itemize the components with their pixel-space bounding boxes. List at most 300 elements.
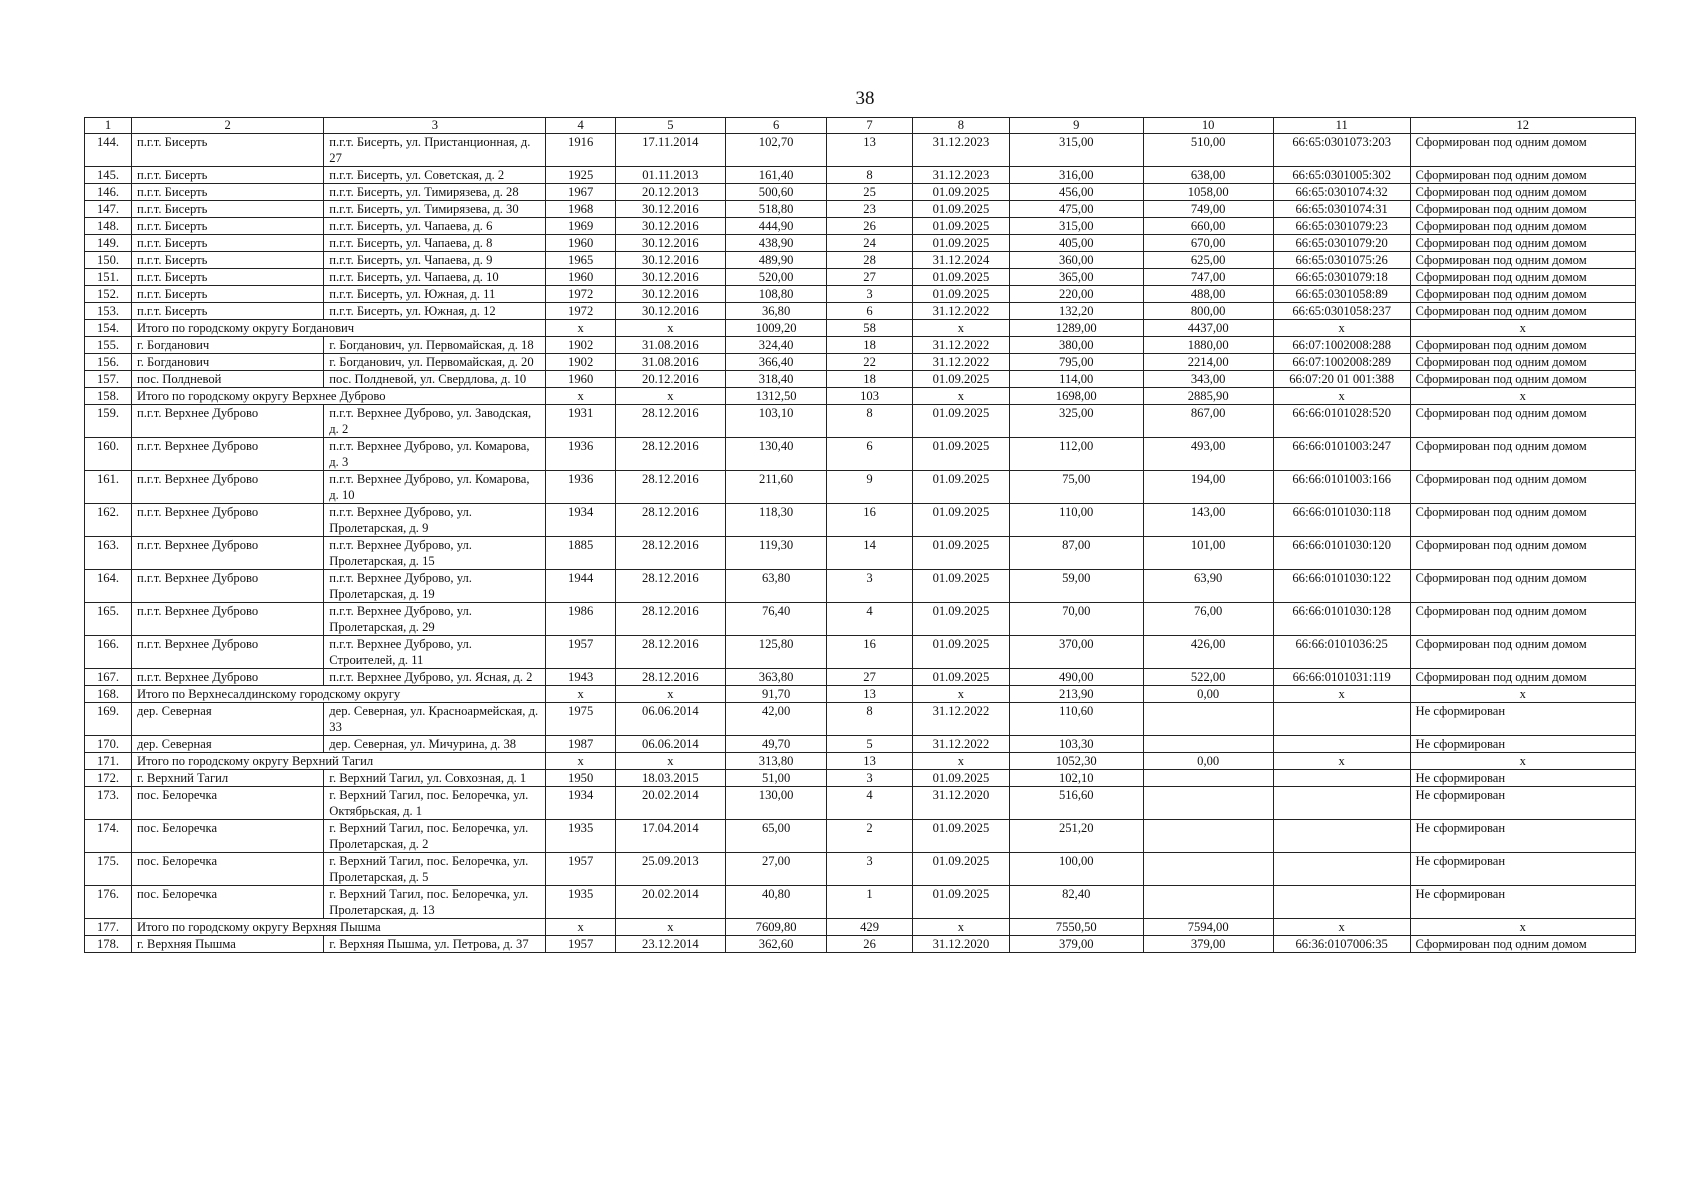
row-number: 154. [85,320,132,337]
cell-col9: 110,60 [1010,703,1144,736]
cell-locality: п.г.т. Верхнее Дуброво [132,471,324,504]
cell-deadline: 01.09.2025 [912,570,1009,603]
cell-area: 108,80 [725,286,826,303]
cell-deadline: 01.09.2025 [912,853,1009,886]
cell-col10: 0,00 [1143,686,1273,703]
row-number: 157. [85,371,132,388]
cell-locality: п.г.т. Бисерть [132,184,324,201]
cell-area: 313,80 [725,753,826,770]
cell-cadastral [1273,886,1410,919]
table-row [85,252,1636,269]
cell-col10: 143,00 [1143,504,1273,537]
cell-col10: 488,00 [1143,286,1273,303]
table-row [85,669,1636,686]
cell-area: 103,10 [725,405,826,438]
cell-date: 20.02.2014 [615,787,725,820]
cell-col10 [1143,787,1273,820]
cell-residents: 8 [827,167,912,184]
cell-col10: 493,00 [1143,438,1273,471]
cell-col9: 516,60 [1010,787,1144,820]
cell-cadastral: 66:66:0101003:247 [1273,438,1410,471]
cell-status: Сформирован под одним домом [1410,438,1635,471]
row-number: 147. [85,201,132,218]
cell-status: Сформирован под одним домом [1410,252,1635,269]
cell-col10: 1058,00 [1143,184,1273,201]
cell-locality: дер. Северная [132,736,324,753]
cell-col9: 475,00 [1010,201,1144,218]
cell-residents: 26 [827,218,912,235]
cell-col10: 63,90 [1143,570,1273,603]
table-row [85,504,1636,537]
cell-locality: п.г.т. Бисерть [132,134,324,167]
cell-col9: 315,00 [1010,218,1144,235]
cell-locality: п.г.т. Бисерть [132,235,324,252]
cell-status: Сформирован под одним домом [1410,603,1635,636]
row-number: 174. [85,820,132,853]
cell-area: 1312,50 [725,388,826,405]
cell-date: 25.09.2013 [615,853,725,886]
cell-year: 1957 [546,636,615,669]
cell-deadline: x [912,919,1009,936]
subtotal-row [85,686,1636,703]
cell-residents: 16 [827,504,912,537]
cell-col10: 625,00 [1143,252,1273,269]
cell-col9: 103,30 [1010,736,1144,753]
column-number: 8 [912,118,1009,134]
cell-status: Сформирован под одним домом [1410,134,1635,167]
cell-address: г. Верхний Тагил, пос. Белоречка, ул. Пролетарская, д. 13 [324,886,546,919]
cell-col9: 1698,00 [1010,388,1144,405]
cell-col9: 75,00 [1010,471,1144,504]
cell-date: 28.12.2016 [615,471,725,504]
cell-address: п.г.т. Бисерть, ул. Чапаева, д. 8 [324,235,546,252]
cell-status: Не сформирован [1410,736,1635,753]
cell-year: 1934 [546,787,615,820]
cell-locality: п.г.т. Бисерть [132,218,324,235]
cell-area: 40,80 [725,886,826,919]
cell-locality: п.г.т. Верхнее Дуброво [132,669,324,686]
cell-residents: 8 [827,405,912,438]
cell-locality: дер. Северная [132,703,324,736]
cell-date: 23.12.2014 [615,936,725,953]
cell-locality: п.г.т. Верхнее Дуброво [132,603,324,636]
cell-area: 500,60 [725,184,826,201]
column-number: 12 [1410,118,1635,134]
cell-status: Сформирован под одним домом [1410,167,1635,184]
cell-date: x [615,320,725,337]
row-number: 162. [85,504,132,537]
cell-area: 125,80 [725,636,826,669]
row-number: 166. [85,636,132,669]
table-row [85,184,1636,201]
cell-status: Не сформирован [1410,820,1635,853]
cell-cadastral [1273,770,1410,787]
cell-status: Сформирован под одним домом [1410,669,1635,686]
cell-area: 91,70 [725,686,826,703]
cell-year: x [546,919,615,936]
cell-locality: п.г.т. Верхнее Дуброво [132,405,324,438]
cell-deadline: 01.09.2025 [912,537,1009,570]
cell-col10: 101,00 [1143,537,1273,570]
cell-col9: 315,00 [1010,134,1144,167]
cell-col10 [1143,703,1273,736]
cell-area: 63,80 [725,570,826,603]
table-row [85,405,1636,438]
cell-cadastral [1273,820,1410,853]
cell-residents: 13 [827,753,912,770]
subtotal-label: Итого по городскому округу Верхнее Дуброво [132,388,546,405]
cell-residents: 25 [827,184,912,201]
cell-address: п.г.т. Бисерть, ул. Тимирязева, д. 30 [324,201,546,218]
cell-cadastral: 66:36:0107006:35 [1273,936,1410,953]
row-number: 156. [85,354,132,371]
cell-area: 520,00 [725,269,826,286]
cell-col9: 795,00 [1010,354,1144,371]
cell-deadline: 31.12.2022 [912,736,1009,753]
cell-cadastral: 66:66:0101031:119 [1273,669,1410,686]
row-number: 160. [85,438,132,471]
cell-date: 30.12.2016 [615,201,725,218]
page-number: 38 [855,88,875,109]
cell-address: дер. Северная, ул. Мичурина, д. 38 [324,736,546,753]
row-number: 148. [85,218,132,235]
cell-col10 [1143,853,1273,886]
cell-year: 1960 [546,269,615,286]
cell-col9: 110,00 [1010,504,1144,537]
cell-cadastral: 66:65:0301075:26 [1273,252,1410,269]
cell-locality: г. Богданович [132,337,324,354]
cell-date: 30.12.2016 [615,303,725,320]
cell-year: 1935 [546,886,615,919]
subtotal-row [85,919,1636,936]
cell-address: п.г.т. Бисерть, ул. Пристанционная, д. 27 [324,134,546,167]
cell-status: Сформирован под одним домом [1410,405,1635,438]
cell-deadline: 01.09.2025 [912,405,1009,438]
cell-date: 20.02.2014 [615,886,725,919]
cell-address: п.г.т. Бисерть, ул. Чапаева, д. 10 [324,269,546,286]
cell-locality: п.г.т. Бисерть [132,201,324,218]
table-row [85,134,1636,167]
cell-address: п.г.т. Верхнее Дуброво, ул. Комарова, д. 3 [324,438,546,471]
row-number: 149. [85,235,132,252]
cell-cadastral: x [1273,686,1410,703]
cell-col10 [1143,770,1273,787]
cell-col10: 0,00 [1143,753,1273,770]
cell-residents: 16 [827,636,912,669]
column-number: 1 [85,118,132,134]
cell-date: 28.12.2016 [615,603,725,636]
table-row [85,201,1636,218]
row-number: 150. [85,252,132,269]
cell-cadastral: x [1273,919,1410,936]
cell-residents: 3 [827,770,912,787]
cell-residents: 9 [827,471,912,504]
cell-address: п.г.т. Верхнее Дуброво, ул. Комарова, д. 10 [324,471,546,504]
cell-year: 1944 [546,570,615,603]
cell-col10: 660,00 [1143,218,1273,235]
cell-deadline: 01.09.2025 [912,218,1009,235]
cell-year: 1987 [546,736,615,753]
cell-date: 20.12.2013 [615,184,725,201]
cell-year: x [546,686,615,703]
cell-cadastral [1273,853,1410,886]
table-row [85,886,1636,919]
cell-year: 1957 [546,936,615,953]
cell-address: п.г.т. Бисерть, ул. Советская, д. 2 [324,167,546,184]
cell-cadastral: 66:66:0101003:166 [1273,471,1410,504]
cell-deadline: 31.12.2020 [912,787,1009,820]
table-row [85,371,1636,388]
cell-residents: 1 [827,886,912,919]
cell-year: 1934 [546,504,615,537]
column-number: 10 [1143,118,1273,134]
cell-status: x [1410,753,1635,770]
cell-deadline: 01.09.2025 [912,201,1009,218]
cell-residents: 6 [827,303,912,320]
cell-col9: 100,00 [1010,853,1144,886]
cell-deadline: 01.09.2025 [912,669,1009,686]
cell-deadline: x [912,686,1009,703]
table-row [85,471,1636,504]
cell-deadline: 01.09.2025 [912,269,1009,286]
cell-cadastral: 66:66:0101036:25 [1273,636,1410,669]
cell-cadastral: 66:66:0101030:120 [1273,537,1410,570]
cell-status: Не сформирован [1410,787,1635,820]
cell-cadastral: 66:07:1002008:289 [1273,354,1410,371]
cell-deadline: 01.09.2025 [912,286,1009,303]
cell-status: Сформирован под одним домом [1410,471,1635,504]
housing-table [84,117,1636,953]
subtotal-row [85,320,1636,337]
cell-status: Сформирован под одним домом [1410,218,1635,235]
cell-status: Сформирован под одним домом [1410,303,1635,320]
cell-col10 [1143,886,1273,919]
cell-deadline: 01.09.2025 [912,504,1009,537]
cell-locality: п.г.т. Бисерть [132,269,324,286]
column-number: 2 [132,118,324,134]
cell-address: п.г.т. Бисерть, ул. Чапаева, д. 9 [324,252,546,269]
cell-year: 1969 [546,218,615,235]
cell-locality: пос. Полдневой [132,371,324,388]
cell-col9: 132,20 [1010,303,1144,320]
subtotal-row [85,388,1636,405]
row-number: 158. [85,388,132,405]
cell-status: Сформирован под одним домом [1410,354,1635,371]
cell-cadastral: x [1273,388,1410,405]
cell-col9: 380,00 [1010,337,1144,354]
cell-year: 1885 [546,537,615,570]
cell-locality: п.г.т. Верхнее Дуброво [132,438,324,471]
cell-status: Сформирован под одним домом [1410,636,1635,669]
cell-status: x [1410,919,1635,936]
cell-year: 1916 [546,134,615,167]
cell-col9: 1052,30 [1010,753,1144,770]
cell-residents: 13 [827,134,912,167]
row-number: 146. [85,184,132,201]
cell-col9: 112,00 [1010,438,1144,471]
cell-year: 1975 [546,703,615,736]
row-number: 178. [85,936,132,953]
table-row [85,235,1636,252]
cell-date: 20.12.2016 [615,371,725,388]
column-number: 4 [546,118,615,134]
cell-col10: 76,00 [1143,603,1273,636]
cell-year: 1965 [546,252,615,269]
cell-year: 1931 [546,405,615,438]
cell-date: 06.06.2014 [615,736,725,753]
cell-col10: 379,00 [1143,936,1273,953]
cell-col10: 2885,90 [1143,388,1273,405]
cell-date: 30.12.2016 [615,252,725,269]
row-number: 172. [85,770,132,787]
cell-residents: 3 [827,570,912,603]
cell-col10: 1880,00 [1143,337,1273,354]
cell-residents: 58 [827,320,912,337]
cell-residents: 3 [827,853,912,886]
cell-col9: 360,00 [1010,252,1144,269]
cell-date: 31.08.2016 [615,354,725,371]
cell-locality: п.г.т. Бисерть [132,303,324,320]
cell-locality: п.г.т. Верхнее Дуброво [132,570,324,603]
cell-area: 130,40 [725,438,826,471]
cell-col9: 456,00 [1010,184,1144,201]
cell-date: x [615,686,725,703]
cell-cadastral [1273,736,1410,753]
row-number: 153. [85,303,132,320]
cell-col10: 426,00 [1143,636,1273,669]
cell-area: 1009,20 [725,320,826,337]
cell-locality: г. Богданович [132,354,324,371]
cell-address: п.г.т. Верхнее Дуброво, ул. Пролетарская, д. 15 [324,537,546,570]
cell-deadline: 31.12.2020 [912,936,1009,953]
cell-locality: п.г.т. Верхнее Дуброво [132,636,324,669]
cell-date: 30.12.2016 [615,286,725,303]
cell-cadastral: x [1273,753,1410,770]
cell-cadastral [1273,703,1410,736]
cell-address: дер. Северная, ул. Красноармейская, д. 33 [324,703,546,736]
cell-status: x [1410,320,1635,337]
cell-year: 1902 [546,354,615,371]
cell-area: 318,40 [725,371,826,388]
cell-deadline: 01.09.2025 [912,235,1009,252]
cell-year: 1960 [546,371,615,388]
cell-address: п.г.т. Бисерть, ул. Тимирязева, д. 28 [324,184,546,201]
cell-residents: 3 [827,286,912,303]
cell-date: x [615,919,725,936]
cell-locality: п.г.т. Бисерть [132,167,324,184]
cell-deadline: 01.09.2025 [912,438,1009,471]
cell-area: 49,70 [725,736,826,753]
cell-cadastral: 66:65:0301073:203 [1273,134,1410,167]
row-number: 145. [85,167,132,184]
cell-residents: 13 [827,686,912,703]
cell-col10: 867,00 [1143,405,1273,438]
row-number: 151. [85,269,132,286]
row-number: 170. [85,736,132,753]
cell-date: 30.12.2016 [615,235,725,252]
cell-status: Не сформирован [1410,886,1635,919]
cell-address: п.г.т. Верхнее Дуброво, ул. Строителей, д. 11 [324,636,546,669]
cell-col9: 213,90 [1010,686,1144,703]
cell-address: г. Богданович, ул. Первомайская, д. 18 [324,337,546,354]
cell-status: Сформирован под одним домом [1410,235,1635,252]
cell-area: 211,60 [725,471,826,504]
cell-status: Сформирован под одним домом [1410,504,1635,537]
table-row [85,770,1636,787]
cell-area: 36,80 [725,303,826,320]
cell-locality: пос. Белоречка [132,820,324,853]
cell-cadastral: 66:65:0301058:89 [1273,286,1410,303]
cell-year: 1902 [546,337,615,354]
cell-address: п.г.т. Бисерть, ул. Чапаева, д. 6 [324,218,546,235]
cell-date: 28.12.2016 [615,537,725,570]
cell-cadastral: 66:66:0101030:122 [1273,570,1410,603]
cell-cadastral: 66:65:0301005:302 [1273,167,1410,184]
cell-address: г. Верхняя Пышма, ул. Петрова, д. 37 [324,936,546,953]
cell-residents: 23 [827,201,912,218]
cell-col10 [1143,820,1273,853]
cell-year: x [546,753,615,770]
cell-cadastral: 66:65:0301079:23 [1273,218,1410,235]
cell-cadastral [1273,787,1410,820]
cell-date: 28.12.2016 [615,405,725,438]
cell-status: Сформирован под одним домом [1410,286,1635,303]
cell-residents: 27 [827,269,912,286]
cell-area: 76,40 [725,603,826,636]
cell-deadline: x [912,388,1009,405]
cell-date: 17.04.2014 [615,820,725,853]
cell-status: Сформирован под одним домом [1410,337,1635,354]
cell-residents: 4 [827,603,912,636]
cell-locality: г. Верхний Тагил [132,770,324,787]
column-number-row [85,118,1636,134]
cell-residents: 22 [827,354,912,371]
row-number: 159. [85,405,132,438]
cell-col9: 1289,00 [1010,320,1144,337]
cell-col10: 7594,00 [1143,919,1273,936]
row-number: 165. [85,603,132,636]
cell-area: 119,30 [725,537,826,570]
cell-deadline: 01.09.2025 [912,371,1009,388]
cell-col9: 365,00 [1010,269,1144,286]
cell-cadastral: 66:65:0301058:237 [1273,303,1410,320]
column-number: 7 [827,118,912,134]
cell-cadastral: 66:65:0301079:20 [1273,235,1410,252]
cell-area: 363,80 [725,669,826,686]
cell-residents: 27 [827,669,912,686]
cell-cadastral: 66:65:0301079:18 [1273,269,1410,286]
cell-area: 130,00 [725,787,826,820]
cell-area: 102,70 [725,134,826,167]
cell-year: 1925 [546,167,615,184]
cell-cadastral: 66:65:0301074:32 [1273,184,1410,201]
row-number: 161. [85,471,132,504]
cell-col9: 370,00 [1010,636,1144,669]
table-row [85,703,1636,736]
cell-year: 1943 [546,669,615,686]
cell-residents: 8 [827,703,912,736]
cell-status: Сформирован под одним домом [1410,269,1635,286]
cell-locality: пос. Белоречка [132,853,324,886]
cell-residents: 24 [827,235,912,252]
cell-cadastral: 66:07:20 01 001:388 [1273,371,1410,388]
table-row [85,337,1636,354]
cell-deadline: 31.12.2023 [912,167,1009,184]
row-number: 164. [85,570,132,603]
cell-cadastral: 66:66:0101028:520 [1273,405,1410,438]
cell-deadline: 01.09.2025 [912,471,1009,504]
row-number: 155. [85,337,132,354]
